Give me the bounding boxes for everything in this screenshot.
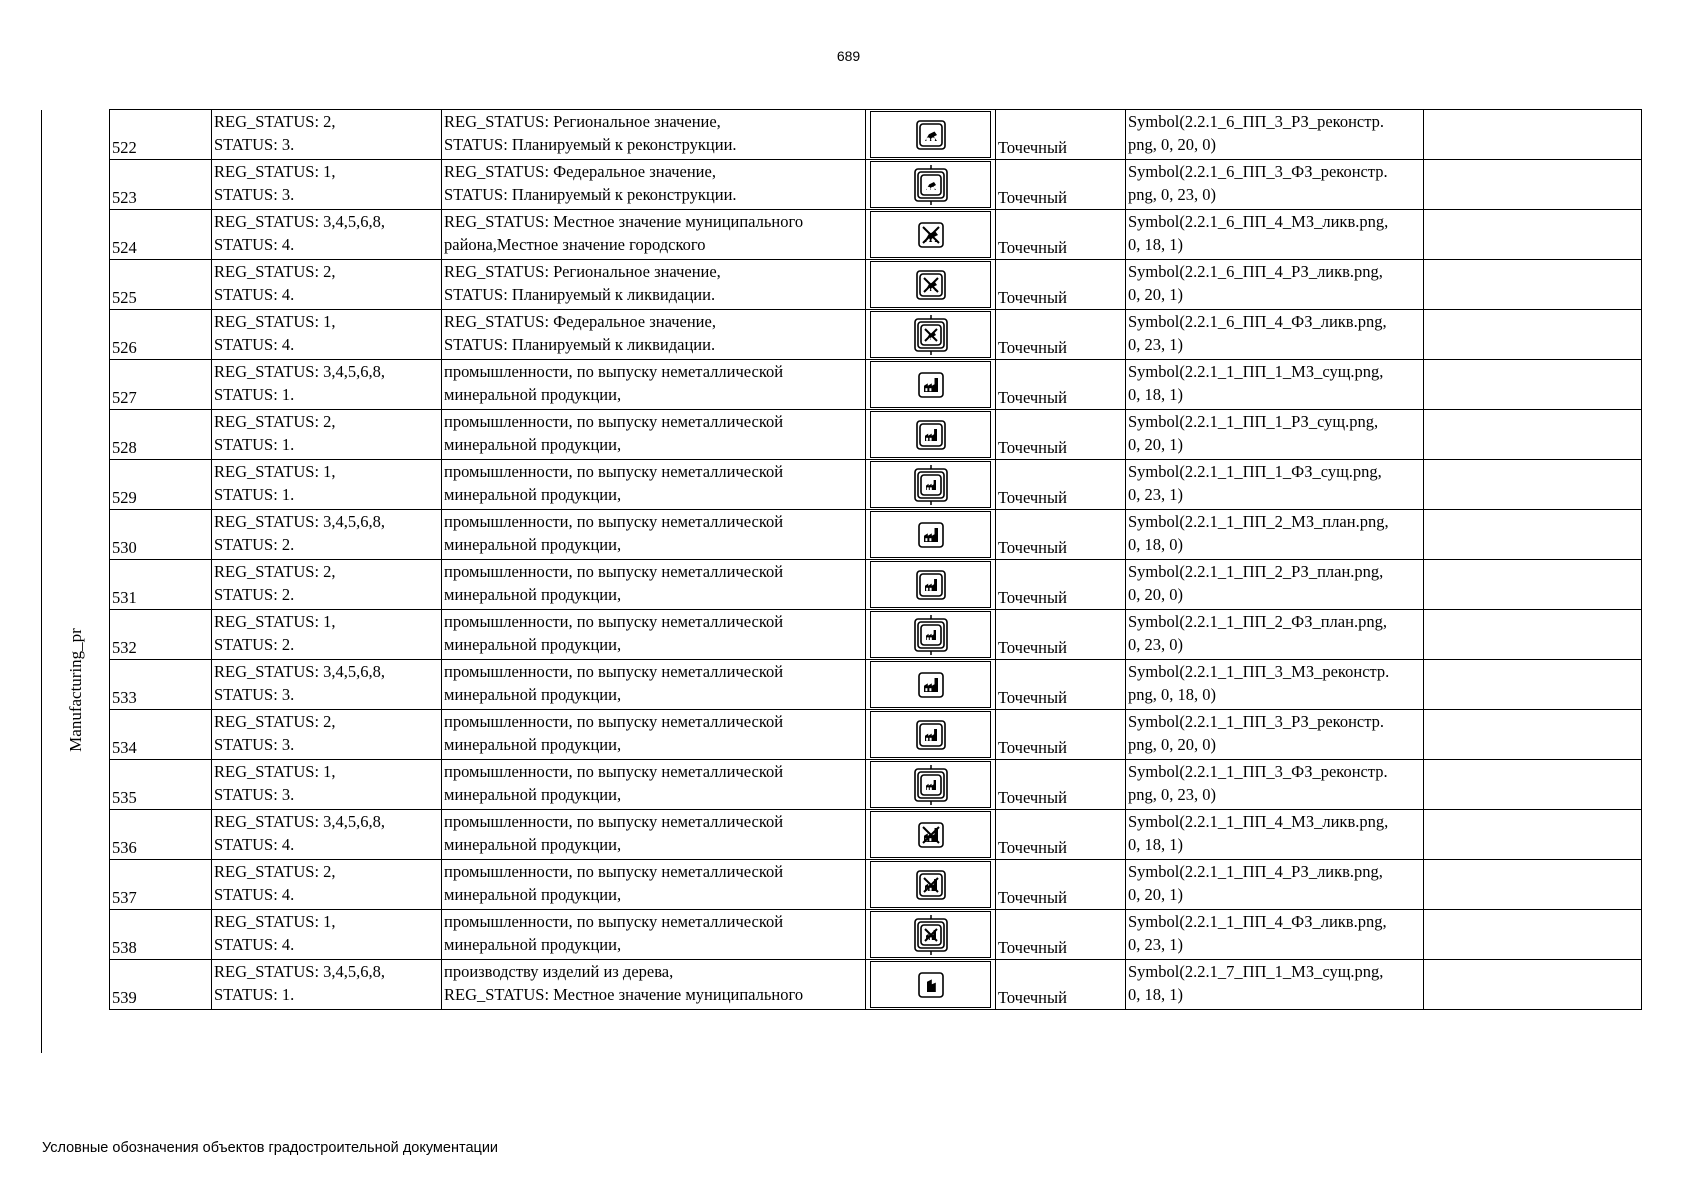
symbol-frame xyxy=(870,911,991,958)
geometry-type-cell: Точечный xyxy=(996,260,1126,310)
table-row xyxy=(110,760,1642,810)
description-cell: производству изделий из дерева, REG_STATUS: Местное значение муниципального xyxy=(442,960,866,1010)
description-cell: промышленности, по выпуску неметаллической минеральной продукции, xyxy=(442,360,866,410)
table-row xyxy=(110,560,1642,610)
layer-name-label: Manufacturing_pr xyxy=(66,628,85,752)
crane-liquidation-regional-icon xyxy=(916,270,946,300)
row-number-cell: 535 xyxy=(110,760,212,810)
status-code-cell: REG_STATUS: 1, STATUS: 4. xyxy=(212,310,442,360)
geometry-type-cell: Точечный xyxy=(996,110,1126,160)
factory-planned-local-icon xyxy=(918,522,944,548)
notes-cell xyxy=(1424,660,1642,710)
status-code-cell: REG_STATUS: 2, STATUS: 3. xyxy=(212,110,442,160)
notes-cell xyxy=(1424,760,1642,810)
symbol-frame xyxy=(870,511,991,558)
symbol-icon-cell xyxy=(866,210,996,260)
row-number-cell: 528 xyxy=(110,410,212,460)
notes-cell xyxy=(1424,610,1642,660)
description-cell: промышленности, по выпуску неметаллической минеральной продукции, xyxy=(442,810,866,860)
notes-cell xyxy=(1424,510,1642,560)
symbol-frame xyxy=(870,261,991,308)
symbol-frame xyxy=(870,711,991,758)
description-cell: REG_STATUS: Федеральное значение, STATUS: Планируемый к ликвидации. xyxy=(442,310,866,360)
symbol-frame xyxy=(870,861,991,908)
geometry-type-cell: Точечный xyxy=(996,860,1126,910)
symbol-expression-cell: Symbol(2.2.1_1_ПП_1_МЗ_сущ.png, 0, 18, 1) xyxy=(1126,360,1424,410)
table-row xyxy=(110,810,1642,860)
geometry-type-cell: Точечный xyxy=(996,810,1126,860)
factory-planned-regional-icon xyxy=(916,570,946,600)
geometry-type-cell: Точечный xyxy=(996,160,1126,210)
symbol-frame xyxy=(870,561,991,608)
status-code-cell: REG_STATUS: 1, STATUS: 3. xyxy=(212,760,442,810)
table-row xyxy=(110,510,1642,560)
table-row xyxy=(110,410,1642,460)
symbol-icon-cell xyxy=(866,160,996,210)
status-code-cell: REG_STATUS: 2, STATUS: 2. xyxy=(212,560,442,610)
crane-liquidation-local-icon xyxy=(918,222,944,248)
symbol-frame xyxy=(870,761,991,808)
row-number-cell: 536 xyxy=(110,810,212,860)
factory-planned-federal-icon xyxy=(914,615,948,655)
status-code-cell: REG_STATUS: 3,4,5,6,8, STATUS: 4. xyxy=(212,210,442,260)
description-cell: промышленности, по выпуску неметаллической минеральной продукции, xyxy=(442,460,866,510)
symbol-frame xyxy=(870,811,991,858)
legend-table xyxy=(109,109,1642,1010)
crane-reconstruction-federal-icon xyxy=(914,165,948,205)
description-cell: промышленности, по выпуску неметаллической минеральной продукции, xyxy=(442,910,866,960)
row-number-cell: 531 xyxy=(110,560,212,610)
table-row xyxy=(110,960,1642,1010)
symbol-icon-cell xyxy=(866,410,996,460)
symbol-expression-cell: Symbol(2.2.1_6_ПП_3_ФЗ_реконстр. png, 0, 23, 0) xyxy=(1126,160,1424,210)
symbol-expression-cell: Symbol(2.2.1_7_ПП_1_МЗ_сущ.png, 0, 18, 1) xyxy=(1126,960,1424,1010)
symbol-icon-cell xyxy=(866,760,996,810)
status-code-cell: REG_STATUS: 2, STATUS: 4. xyxy=(212,260,442,310)
symbol-icon-cell xyxy=(866,610,996,660)
symbol-expression-cell: Symbol(2.2.1_1_ПП_2_МЗ_план.png, 0, 18, 0) xyxy=(1126,510,1424,560)
row-number-cell: 529 xyxy=(110,460,212,510)
symbol-expression-cell: Symbol(2.2.1_6_ПП_4_МЗ_ликв.png, 0, 18, 1) xyxy=(1126,210,1424,260)
row-number-cell: 539 xyxy=(110,960,212,1010)
symbol-frame xyxy=(870,411,991,458)
symbol-frame xyxy=(870,111,991,158)
notes-cell xyxy=(1424,860,1642,910)
status-code-cell: REG_STATUS: 3,4,5,6,8, STATUS: 1. xyxy=(212,960,442,1010)
symbol-icon-cell xyxy=(866,310,996,360)
symbol-icon-cell xyxy=(866,810,996,860)
symbol-expression-cell: Symbol(2.2.1_1_ПП_2_ФЗ_план.png, 0, 23, 0) xyxy=(1126,610,1424,660)
geometry-type-cell: Точечный xyxy=(996,560,1126,610)
symbol-expression-cell: Symbol(2.2.1_1_ПП_4_МЗ_ликв.png, 0, 18, 1) xyxy=(1126,810,1424,860)
factory-existing-local-icon xyxy=(918,372,944,398)
table-row xyxy=(110,210,1642,260)
geometry-type-cell: Точечный xyxy=(996,460,1126,510)
geometry-type-cell: Точечный xyxy=(996,960,1126,1010)
symbol-frame xyxy=(870,361,991,408)
status-code-cell: REG_STATUS: 3,4,5,6,8, STATUS: 2. xyxy=(212,510,442,560)
symbol-frame xyxy=(870,961,991,1008)
symbol-expression-cell: Symbol(2.2.1_1_ПП_3_ФЗ_реконстр. png, 0, 23, 0) xyxy=(1126,760,1424,810)
symbol-icon-cell xyxy=(866,660,996,710)
table-row xyxy=(110,610,1642,660)
status-code-cell: REG_STATUS: 3,4,5,6,8, STATUS: 1. xyxy=(212,360,442,410)
status-code-cell: REG_STATUS: 1, STATUS: 1. xyxy=(212,460,442,510)
symbol-expression-cell: Symbol(2.2.1_1_ПП_3_РЗ_реконстр. png, 0, 20, 0) xyxy=(1126,710,1424,760)
notes-cell xyxy=(1424,360,1642,410)
row-number-cell: 530 xyxy=(110,510,212,560)
notes-cell xyxy=(1424,560,1642,610)
description-cell: промышленности, по выпуску неметаллической минеральной продукции, xyxy=(442,660,866,710)
table-row xyxy=(110,710,1642,760)
symbol-icon-cell xyxy=(866,110,996,160)
factory-reconstruction-local-icon xyxy=(918,672,944,698)
factory-liquidation-local-icon xyxy=(918,822,944,848)
geometry-type-cell: Точечный xyxy=(996,710,1126,760)
description-cell: промышленности, по выпуску неметаллической минеральной продукции, xyxy=(442,510,866,560)
status-code-cell: REG_STATUS: 3,4,5,6,8, STATUS: 3. xyxy=(212,660,442,710)
notes-cell xyxy=(1424,460,1642,510)
status-code-cell: REG_STATUS: 2, STATUS: 4. xyxy=(212,860,442,910)
symbol-icon-cell xyxy=(866,910,996,960)
wood-products-existing-local-icon xyxy=(918,972,944,998)
crane-liquidation-federal-icon xyxy=(914,315,948,355)
symbol-frame xyxy=(870,611,991,658)
row-number-cell: 523 xyxy=(110,160,212,210)
row-number-cell: 534 xyxy=(110,710,212,760)
status-code-cell: REG_STATUS: 2, STATUS: 3. xyxy=(212,710,442,760)
crane-reconstruction-regional-icon xyxy=(916,120,946,150)
description-cell: промышленности, по выпуску неметаллической минеральной продукции, xyxy=(442,710,866,760)
row-number-cell: 522 xyxy=(110,110,212,160)
notes-cell xyxy=(1424,710,1642,760)
row-number-cell: 532 xyxy=(110,610,212,660)
geometry-type-cell: Точечный xyxy=(996,610,1126,660)
geometry-type-cell: Точечный xyxy=(996,660,1126,710)
symbol-expression-cell: Symbol(2.2.1_6_ПП_3_РЗ_реконстр. png, 0, 20, 0) xyxy=(1126,110,1424,160)
notes-cell xyxy=(1424,110,1642,160)
symbol-icon-cell xyxy=(866,710,996,760)
symbol-expression-cell: Symbol(2.2.1_1_ПП_1_РЗ_сущ.png, 0, 20, 1) xyxy=(1126,410,1424,460)
geometry-type-cell: Точечный xyxy=(996,360,1126,410)
symbol-icon-cell xyxy=(866,510,996,560)
table-row xyxy=(110,310,1642,360)
footer-caption: Условные обозначения объектов градостроительной документации xyxy=(42,1140,499,1156)
symbol-expression-cell: Symbol(2.2.1_1_ПП_4_РЗ_ликв.png, 0, 20, 1) xyxy=(1126,860,1424,910)
notes-cell xyxy=(1424,310,1642,360)
status-code-cell: REG_STATUS: 1, STATUS: 4. xyxy=(212,910,442,960)
symbol-icon-cell xyxy=(866,960,996,1010)
description-cell: промышленности, по выпуску неметаллической минеральной продукции, xyxy=(442,860,866,910)
description-cell: промышленности, по выпуску неметаллической минеральной продукции, xyxy=(442,610,866,660)
symbol-frame xyxy=(870,661,991,708)
factory-reconstruction-federal-icon xyxy=(914,765,948,805)
status-code-cell: REG_STATUS: 1, STATUS: 2. xyxy=(212,610,442,660)
factory-liquidation-regional-icon xyxy=(916,870,946,900)
notes-cell xyxy=(1424,160,1642,210)
symbol-frame xyxy=(870,461,991,508)
notes-cell xyxy=(1424,960,1642,1010)
row-number-cell: 537 xyxy=(110,860,212,910)
side-rule xyxy=(41,110,42,1053)
factory-reconstruction-regional-icon xyxy=(916,720,946,750)
notes-cell xyxy=(1424,410,1642,460)
symbol-icon-cell xyxy=(866,860,996,910)
row-number-cell: 526 xyxy=(110,310,212,360)
geometry-type-cell: Точечный xyxy=(996,310,1126,360)
description-cell: промышленности, по выпуску неметаллической минеральной продукции, xyxy=(442,560,866,610)
description-cell: REG_STATUS: Региональное значение, STATUS: Планируемый к реконструкции. xyxy=(442,110,866,160)
table-row xyxy=(110,860,1642,910)
symbol-expression-cell: Symbol(2.2.1_6_ПП_4_ФЗ_ликв.png, 0, 23, 1) xyxy=(1126,310,1424,360)
table-row xyxy=(110,260,1642,310)
page-number: 689 xyxy=(836,48,861,64)
symbol-expression-cell: Symbol(2.2.1_1_ПП_2_РЗ_план.png, 0, 20, 0) xyxy=(1126,560,1424,610)
description-cell: REG_STATUS: Местное значение муниципального района,Местное значение городского xyxy=(442,210,866,260)
description-cell: промышленности, по выпуску неметаллической минеральной продукции, xyxy=(442,410,866,460)
symbol-icon-cell xyxy=(866,560,996,610)
symbol-frame xyxy=(870,311,991,358)
symbol-icon-cell xyxy=(866,360,996,410)
factory-liquidation-federal-icon xyxy=(914,915,948,955)
symbol-frame xyxy=(870,211,991,258)
factory-existing-regional-icon xyxy=(916,420,946,450)
symbol-icon-cell xyxy=(866,260,996,310)
geometry-type-cell: Точечный xyxy=(996,210,1126,260)
notes-cell xyxy=(1424,260,1642,310)
description-cell: REG_STATUS: Региональное значение, STATUS: Планируемый к ликвидации. xyxy=(442,260,866,310)
symbol-expression-cell: Symbol(2.2.1_6_ПП_4_РЗ_ликв.png, 0, 20, 1) xyxy=(1126,260,1424,310)
row-number-cell: 533 xyxy=(110,660,212,710)
status-code-cell: REG_STATUS: 3,4,5,6,8, STATUS: 4. xyxy=(212,810,442,860)
symbol-icon-cell xyxy=(866,460,996,510)
table-row xyxy=(110,360,1642,410)
symbol-frame xyxy=(870,161,991,208)
row-number-cell: 524 xyxy=(110,210,212,260)
notes-cell xyxy=(1424,910,1642,960)
status-code-cell: REG_STATUS: 1, STATUS: 3. xyxy=(212,160,442,210)
table-row xyxy=(110,460,1642,510)
geometry-type-cell: Точечный xyxy=(996,910,1126,960)
table-row xyxy=(110,110,1642,160)
geometry-type-cell: Точечный xyxy=(996,510,1126,560)
notes-cell xyxy=(1424,810,1642,860)
notes-cell xyxy=(1424,210,1642,260)
status-code-cell: REG_STATUS: 2, STATUS: 1. xyxy=(212,410,442,460)
factory-existing-federal-icon xyxy=(914,465,948,505)
symbol-expression-cell: Symbol(2.2.1_1_ПП_3_МЗ_реконстр. png, 0, 18, 0) xyxy=(1126,660,1424,710)
geometry-type-cell: Точечный xyxy=(996,410,1126,460)
table-row xyxy=(110,910,1642,960)
description-cell: промышленности, по выпуску неметаллической минеральной продукции, xyxy=(442,760,866,810)
table-row xyxy=(110,160,1642,210)
table-row xyxy=(110,660,1642,710)
geometry-type-cell: Точечный xyxy=(996,760,1126,810)
row-number-cell: 527 xyxy=(110,360,212,410)
row-number-cell: 538 xyxy=(110,910,212,960)
description-cell: REG_STATUS: Федеральное значение, STATUS: Планируемый к реконструкции. xyxy=(442,160,866,210)
symbol-expression-cell: Symbol(2.2.1_1_ПП_4_ФЗ_ликв.png, 0, 23, 1) xyxy=(1126,910,1424,960)
symbol-expression-cell: Symbol(2.2.1_1_ПП_1_ФЗ_сущ.png, 0, 23, 1) xyxy=(1126,460,1424,510)
row-number-cell: 525 xyxy=(110,260,212,310)
